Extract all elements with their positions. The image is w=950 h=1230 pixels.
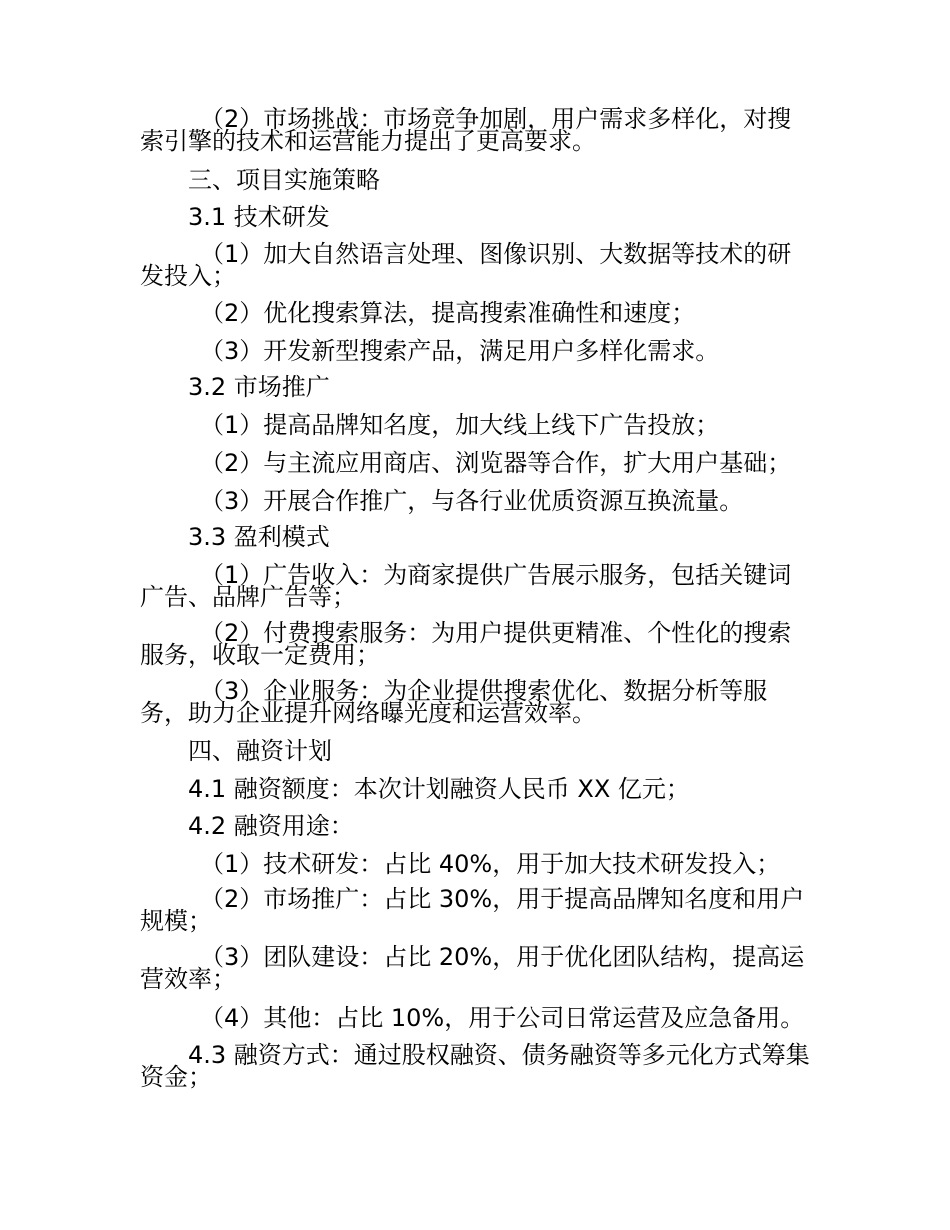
paragraph-profit-2: （2）付费搜索服务：为用户提供更精准、个性化的搜索服务，收取一定费用； — [140, 619, 792, 669]
paragraph-tech-rd-1: （1）加大自然语言处理、图像识别、大数据等技术的研发投入； — [140, 240, 792, 290]
paragraph-financing-amount: 4.1 融资额度：本次计划融资人民币 XX 亿元； — [188, 775, 690, 803]
paragraph-promotion-1: （1）提高品牌知名度，加大线上线下广告投放； — [200, 411, 720, 439]
paragraph-tech-rd-3: （3）开发新型搜索产品，满足用户多样化需求。 — [200, 337, 720, 365]
paragraph-promotion-3: （3）开展合作推广，与各行业优质资源互换流量。 — [200, 487, 744, 515]
paragraph-profit-1: （1）广告收入：为商家提供广告展示服务，包括关键词广告、品牌广告等； — [140, 561, 792, 611]
heading-market-promotion: 3.2 市场推广 — [188, 373, 330, 401]
paragraph-profit-3: （3）企业服务：为企业提供搜索优化、数据分析等服务，助力企业提升网络曝光度和运营效率。 — [140, 677, 768, 727]
paragraph-use-3: （3）团队建设：占比 20%，用于优化团队结构，提高运营效率； — [140, 943, 805, 993]
paragraph-use-1: （1）技术研发：占比 40%，用于加大技术研发投入； — [200, 850, 781, 878]
paragraph-market-challenge: （2）市场挑战：市场竞争加剧，用户需求多样化，对搜索引擎的技术和运营能力提出了更高要求。 — [140, 105, 792, 155]
paragraph-tech-rd-2: （2）优化搜索算法，提高搜索准确性和速度； — [200, 299, 696, 327]
paragraph-use-4: （4）其他：占比 10%，用于公司日常运营及应急备用。 — [200, 1004, 805, 1032]
heading-tech-rd: 3.1 技术研发 — [188, 203, 330, 231]
paragraph-financing-method: 4.3 融资方式：通过股权融资、债务融资等多元化方式筹集资金； — [140, 1041, 810, 1091]
heading-implementation-strategy: 三、项目实施策略 — [188, 166, 380, 194]
paragraph-use-2: （2）市场推广：占比 30%，用于提高品牌知名度和用户规模； — [140, 885, 805, 935]
paragraph-financing-use: 4.2 融资用途： — [188, 812, 354, 840]
heading-financing-plan: 四、融资计划 — [188, 737, 332, 765]
paragraph-promotion-2: （2）与主流应用商店、浏览器等合作，扩大用户基础； — [200, 449, 792, 477]
heading-profit-model: 3.3 盈利模式 — [188, 523, 330, 551]
